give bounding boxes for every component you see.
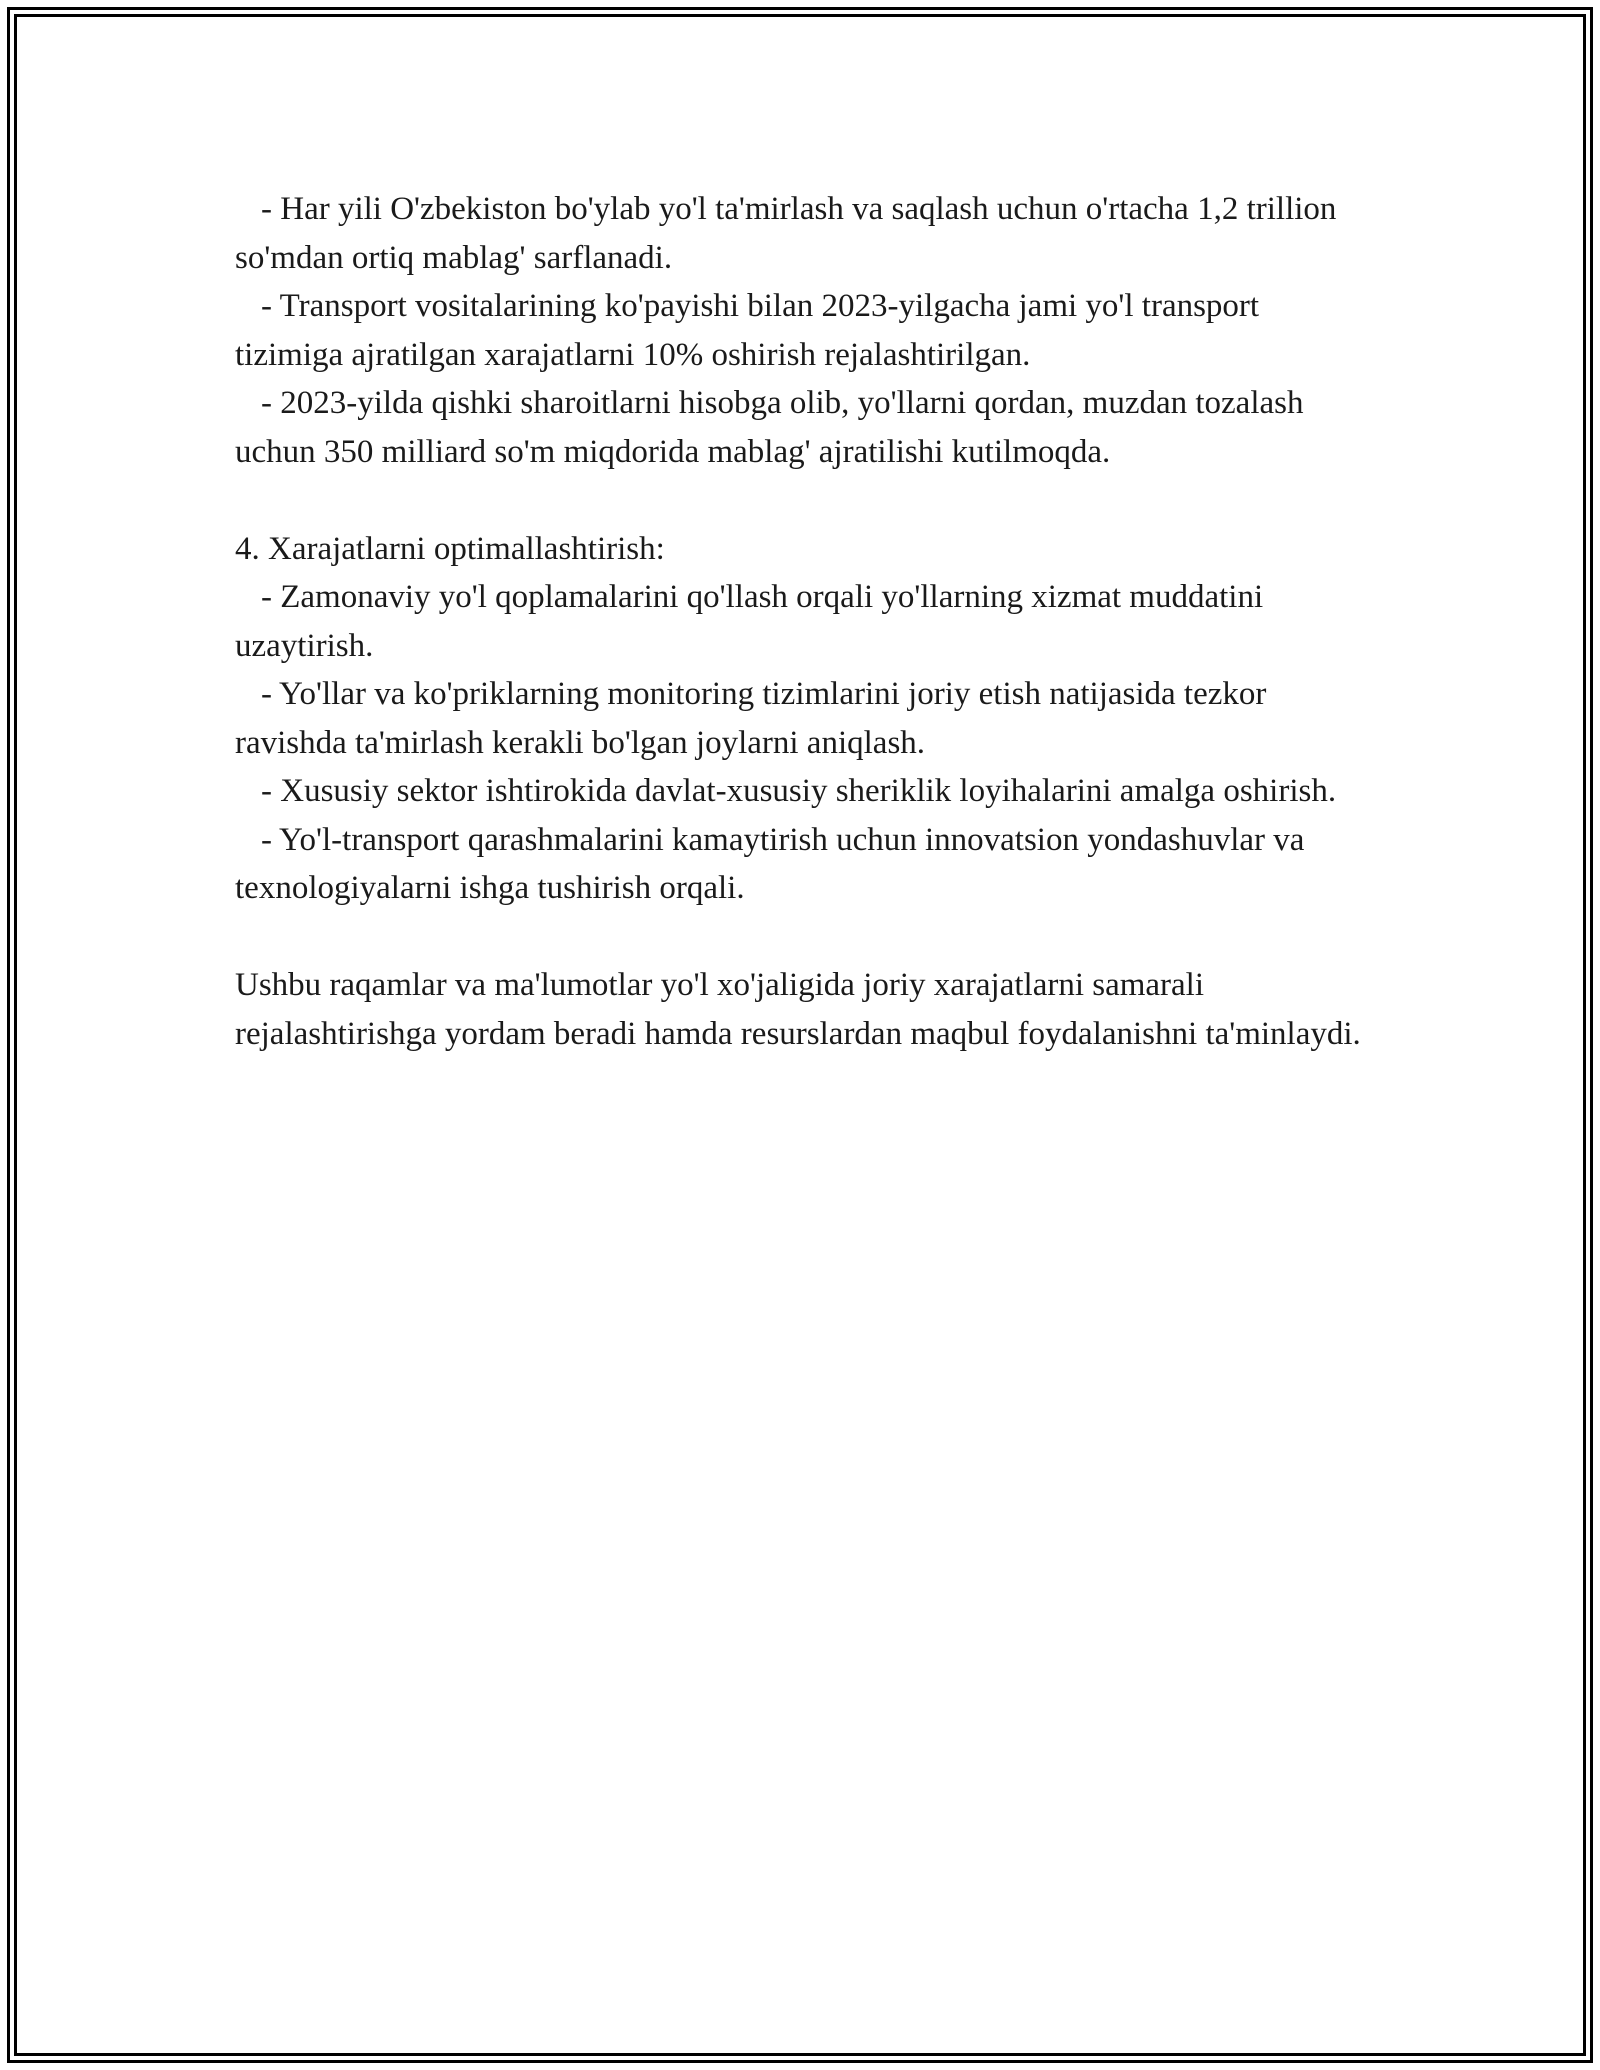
bullet-transport-budget-increase: - Transport vositalarining ko'payishi bilan 2023-yilgacha jami yo'l transport tizimiga ajratilgan xarajatlarni 10% oshirish rejalashtirilgan. xyxy=(235,288,1260,373)
conclusion-paragraph: Ushbu raqamlar va ma'lumotlar yo'l xo'jaligida joriy xarajatlarni samarali rejalashtirishga yordam beradi hamda resurslardan maqbul foydalanishni ta'minlaydi. xyxy=(235,967,1361,1052)
bullet-innovative-approaches: - Yo'l-transport qarashmalarini kamaytirish uchun innovatsion yondashuvlar va texnologiyalarni ishga tushirish orqali. xyxy=(235,821,1305,906)
paragraph-spacer xyxy=(235,913,1375,962)
bullet-public-private-partnership: - Xususiy sektor ishtirokida davlat-xususiy sheriklik loyihalarini amalga oshirish. xyxy=(261,773,1337,809)
document-body xyxy=(235,185,1375,1058)
bullet-modern-pavements: - Zamonaviy yo'l qoplamalarini qo'llash orqali yo'llarning xizmat muddatini uzaytirish. xyxy=(235,579,1264,664)
bullet-winter-clearing-funds: - 2023-yilda qishki sharoitlarni hisobga olib, yo'llarni qordan, muzdan tozalash uchun 350 milliard so'm miqdorida mablag' ajratilishi kutilmoqda. xyxy=(235,385,1304,470)
section-heading-optimization: 4. Xarajatlarni optimallashtirish: xyxy=(235,530,665,567)
paragraph-spacer xyxy=(235,476,1375,525)
bullet-annual-repair-spending: - Har yili O'zbekiston bo'ylab yo'l ta'mirlash va saqlash uchun o'rtacha 1,2 trillion so'mdan ortiq mablag' sarflanadi. xyxy=(235,191,1337,276)
bullet-monitoring-systems: - Yo'llar va ko'priklarning monitoring tizimlarini joriy etish natijasida tezkor ravishda ta'mirlash kerakli bo'lgan joylarni aniqlash. xyxy=(235,676,1267,761)
